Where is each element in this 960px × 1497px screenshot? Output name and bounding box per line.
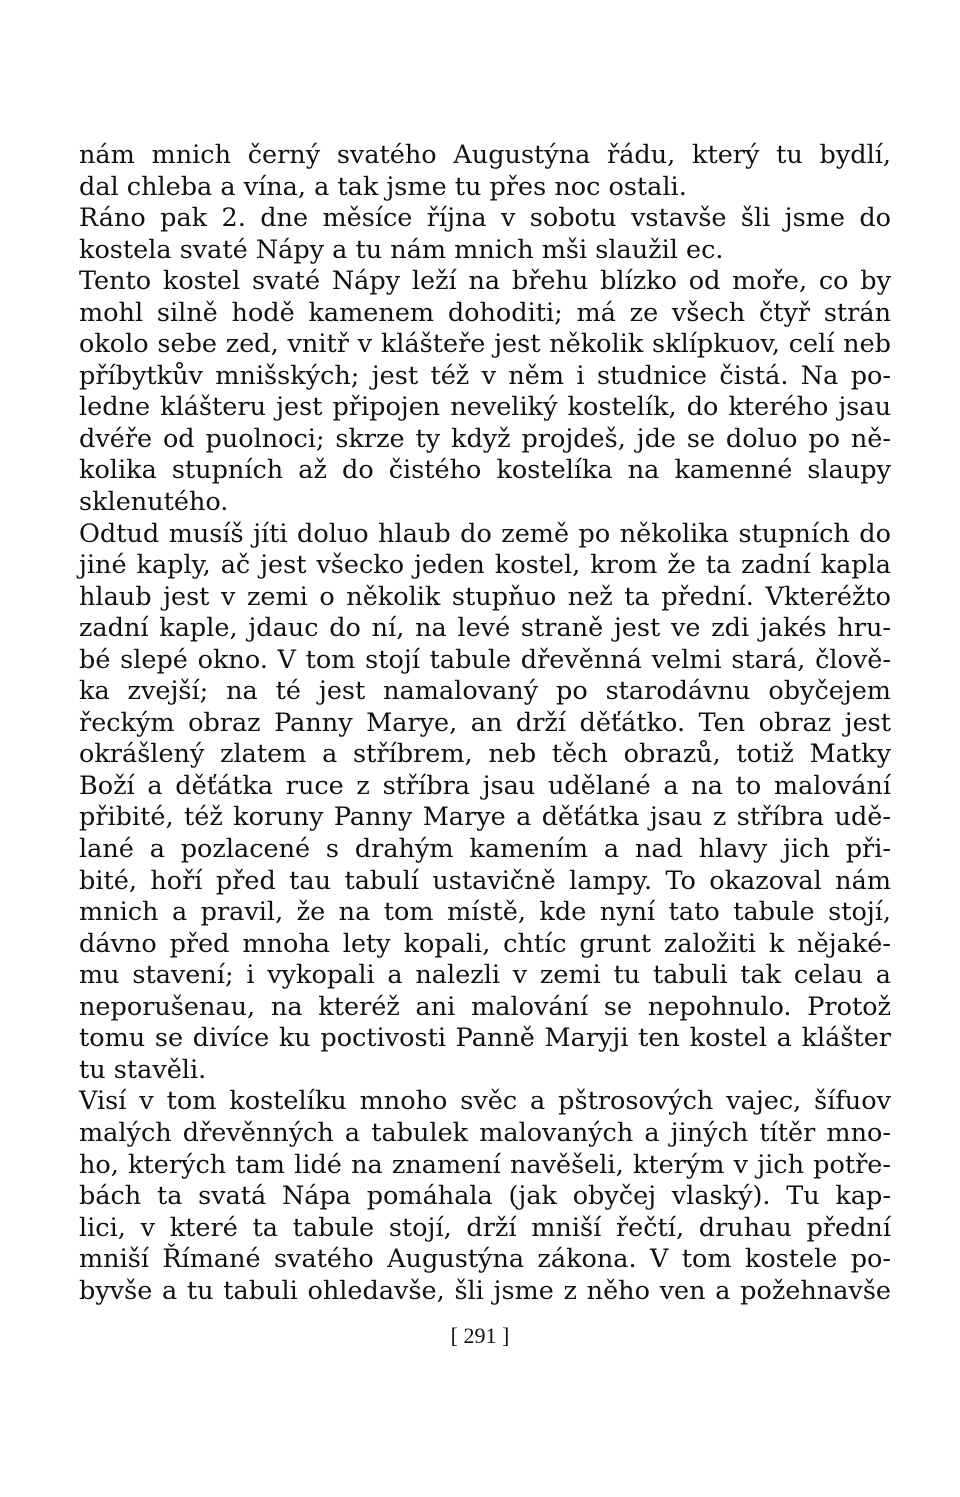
- page-number: [ 291 ]: [450, 1323, 510, 1348]
- text-line: mniší Římané svatého Augustýna zákona. V tom kostele po-: [79, 1244, 891, 1275]
- text-line: tu stavěli.: [79, 1054, 207, 1085]
- body-text: [79, 140, 891, 1307]
- text-line: Visí v tom kostelíku mnoho svěc a pštrosových vajec, šífuov: [79, 1086, 891, 1117]
- text-line: bách ta svatá Nápa pomáhala (jak obyčej vlaský). Tu kap-: [79, 1181, 891, 1212]
- text-line: sklenutého.: [79, 487, 229, 518]
- text-line: mnich a pravil, že na tom místě, kde nyní tato tabule stojí,: [79, 897, 891, 928]
- text-line: mohl silně hodě kamenem dohoditi; má ze všech čtyř strán: [79, 297, 891, 328]
- text-line: malých dřevěnných a tabulek malovaných a jiných títěr mno-: [79, 1117, 891, 1148]
- text-line: Odtud musíš jíti doluo hlaub do země po několika stupních do: [79, 518, 891, 549]
- text-line: tomu se divíce ku poctivosti Panně Maryji ten kostel a klášter: [79, 1023, 891, 1054]
- text-line: okrášlený zlatem a stříbrem, neb těch obrazů, totiž Matky: [79, 739, 891, 770]
- text-line: dávno před mnoha lety kopali, chtíc grunt založiti k nějaké-: [79, 928, 891, 959]
- text-line: řeckým obraz Panny Marye, an drží děťátko. Ten obraz jest: [79, 707, 891, 738]
- text-line: nám mnich černý svatého Augustýna řádu, který tu bydlí,: [79, 140, 891, 170]
- text-line: lici, v které ta tabule stojí, drží mniší řečtí, druhau přední: [79, 1212, 891, 1243]
- text-line: přibité, též koruny Panny Marye a děťátka jsau z stříbra udě-: [79, 802, 891, 833]
- text-line: zadní kaple, jdauc do ní, na levé straně jest ve zdi jakés hru-: [79, 613, 891, 644]
- text-line: Tento kostel svaté Nápy leží na břehu blízko od moře, co by: [79, 266, 891, 297]
- text-line: příbytkův mnišských; jest též v něm i studnice čistá. Na po-: [79, 360, 891, 391]
- text-line: okolo sebe zed, vnitř v klášteře jest několik sklípkuov, celí neb: [79, 329, 891, 360]
- text-line: byvše a tu tabuli ohledavše, šli jsme z něho ven a požehnavše: [79, 1275, 891, 1306]
- text-line: lané a pozlacené s drahým kamením a nad hlavy jich při-: [79, 834, 891, 865]
- text-line: ka zvejší; na té jest namalovaný po starodávnu obyčejem: [79, 676, 891, 707]
- text-line: dal chleba a vína, a tak jsme tu přes noc ostali.: [79, 171, 687, 202]
- text-line: mu stavení; i vykopali a nalezli v zemi tu tabuli tak celau a: [79, 960, 891, 991]
- text-line: kolika stupních až do čistého kostelíka na kamenné slaupy: [79, 455, 891, 486]
- text-line: kostela svaté Nápy a tu nám mnich mši slaužil ec.: [79, 234, 724, 265]
- text-line: neporušenau, na kteréž ani malování se nepohnulo. Protož: [79, 991, 891, 1022]
- text-line: ho, kterých tam lidé na znamení navěšeli, kterým v jich potře-: [79, 1149, 891, 1180]
- text-line: ledne klášteru jest připojen neveliký kostelík, do kterého jsau: [79, 392, 891, 423]
- text-line: hlaub jest v zemi o několik stupňuo než ta přední. Vkteréžto: [79, 581, 891, 612]
- text-line: dvéře od puolnoci; skrze ty když projdeš, jde se doluo po ně-: [79, 423, 891, 454]
- text-line: bé slepé okno. V tom stojí tabule dřevěnná velmi stará, člově-: [79, 644, 891, 675]
- text-line: jiné kaply, ač jest všecko jeden kostel, krom že ta zadní kapla: [79, 550, 891, 581]
- text-line: Ráno pak 2. dne měsíce října v sobotu vstavše šli jsme do: [79, 203, 891, 234]
- text-line: Boží a děťátka ruce z stříbra jsau udělané a na to malování: [79, 770, 891, 801]
- text-line: bité, hoří před tau tabulí ustavičně lampy. To okazoval nám: [79, 865, 891, 896]
